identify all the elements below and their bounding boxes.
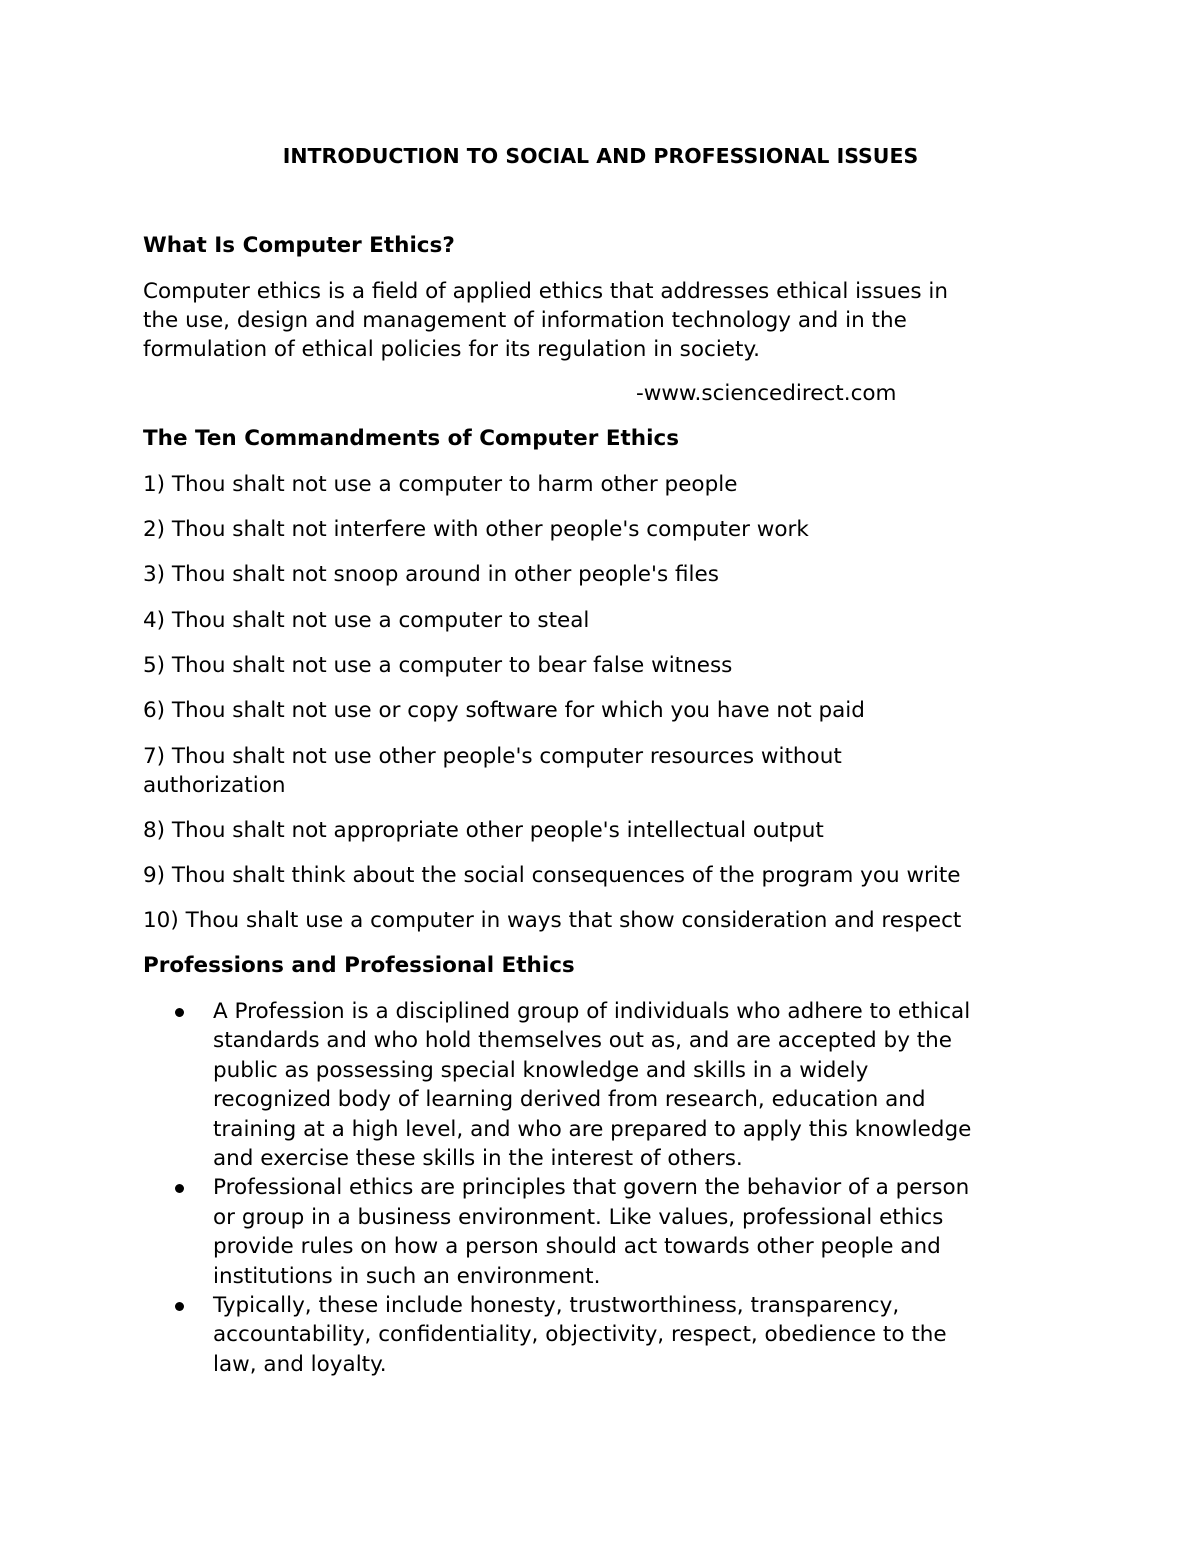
bullet-icon <box>175 1184 184 1193</box>
commandment-item: 6) Thou shalt not use or copy software for which you have not paid <box>143 698 865 723</box>
paragraph-line: Computer ethics is a field of applied ethics that addresses ethical issues in <box>143 279 949 304</box>
commandment-item: 1) Thou shalt not use a computer to harm other people <box>143 472 738 497</box>
computer-ethics-definition <box>143 277 1048 364</box>
commandment-item: 8) Thou shalt not appropriate other people's intellectual output <box>143 818 824 843</box>
list-item: Professional ethics are principles that govern the behavior of a person or group in a business environment. Like values, professional ethics provide rules on how a person should act towards other people and institutions in such an environment. <box>143 1173 1053 1291</box>
commandment-item: 9) Thou shalt think about the social consequences of the program you write <box>143 863 961 888</box>
paragraph-line: the use, design and management of information technology and in the <box>143 308 907 333</box>
list-item: A Profession is a disciplined group of individuals who adhere to ethical standards and who hold themselves out as, and are accepted by the public as possessing special knowledge and skills in a widely recognized body of learning derived from research, education and training at a high level, and who are prepared to apply this knowledge and exercise these skills in the interest of others. <box>143 997 1053 1173</box>
commandment-item: 5) Thou shalt not use a computer to bear false witness <box>143 653 733 678</box>
bullet-icon <box>175 1302 184 1311</box>
commandment-item: 4) Thou shalt not use a computer to steal <box>143 608 590 633</box>
commandment-line: 7) Thou shalt not use other people's computer resources without <box>143 744 842 769</box>
bullet-icon <box>175 1008 184 1017</box>
commandment-item: 10) Thou shalt use a computer in ways that show consideration and respect <box>143 908 962 933</box>
paragraph-line: formulation of ethical policies for its regulation in society. <box>143 337 760 362</box>
commandment-line: authorization <box>143 773 286 798</box>
list-item: Typically, these include honesty, trustworthiness, transparency, accountability, confidentiality, objectivity, respect, obedience to the law, and loyalty. <box>143 1291 1053 1379</box>
section-heading-professional-ethics: Professions and Professional Ethics <box>143 953 575 978</box>
commandment-item: 2) Thou shalt not interfere with other people's computer work <box>143 517 809 542</box>
commandment-item: 3) Thou shalt not snoop around in other people's files <box>143 562 719 587</box>
section-heading-ten-commandments: The Ten Commandments of Computer Ethics <box>143 426 680 451</box>
source-citation: -www.sciencedirect.com <box>636 381 897 406</box>
document-title: INTRODUCTION TO SOCIAL AND PROFESSIONAL ISSUES <box>282 144 919 168</box>
professional-ethics-list <box>143 997 1053 1379</box>
commandment-item <box>143 742 842 800</box>
section-heading-computer-ethics: What Is Computer Ethics? <box>143 233 455 258</box>
